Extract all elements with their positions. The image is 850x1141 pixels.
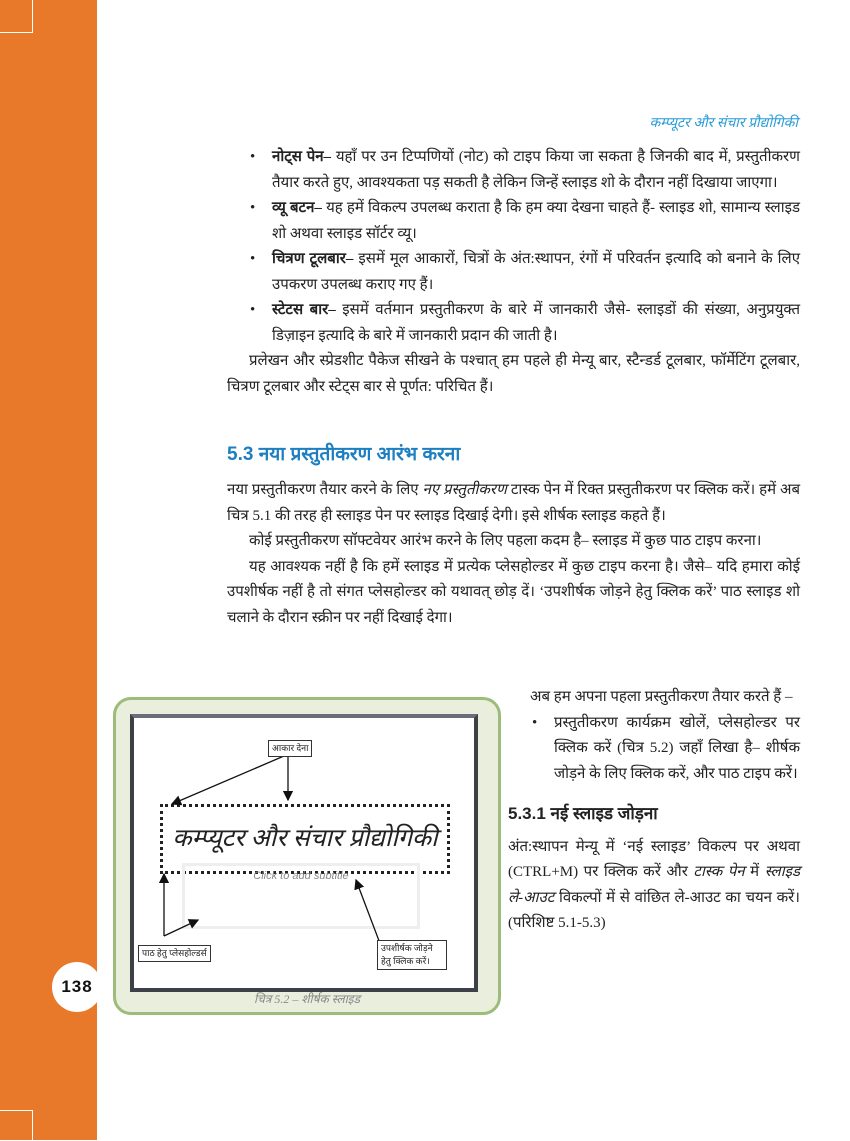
- bullet-text: यह हमें विकल्प उपलब्ध कराता है कि हम क्या देखना चाहते हैं- स्लाइड शो, सामान्य स्लाइड शो अथवा स्लाइड सॉर्टर व्यू।: [272, 200, 800, 242]
- slide-preview: [130, 714, 478, 992]
- arrow: [164, 920, 198, 936]
- text: अंत:स्थापन मेन्यू में ‘नई स्लाइड’ विकल्प पर अथवा (CTRL+M) पर क्लिक करें और: [508, 838, 800, 880]
- crop-mark: [0, 0, 33, 33]
- list-item: [250, 247, 800, 298]
- paragraph: कोई प्रस्तुतीकरण सॉफ्टवेयर आरंभ करने के लिए पहला कदम है– स्लाइड में कुछ पाठ टाइप करना।: [249, 533, 762, 549]
- emphasis: टास्क पेन: [693, 864, 745, 880]
- section-heading: 5.3 नया प्रस्तुतीकरण आरंभ करना: [227, 444, 461, 465]
- running-header: कम्प्यूटर और संचार प्रौद्योगिकी: [649, 116, 798, 131]
- paragraph: [508, 835, 800, 937]
- crop-mark: [0, 1110, 33, 1141]
- text: नया प्रस्तुतीकरण तैयार करने के लिए: [227, 482, 423, 498]
- side-column: [508, 685, 800, 937]
- emphasis: नए प्रस्तुतीकरण: [422, 482, 507, 498]
- arrow: [172, 756, 284, 804]
- list-item: [250, 196, 800, 247]
- bullet-text: यहाँ पर उन टिप्पणियों (नोट) को टाइप किया जा सकता है जिनकी बाद में, प्रस्तुतीकरण तैयार करते हुए, आवश्यकता पड़ सकती है लेकिन जिन्हें स्लाइड शो के दौरान नहीं दिखाया जाएगा।: [272, 149, 800, 191]
- list-item: • प्रस्तुतीकरण कार्यक्रम खोलें, प्लेसहोल्डर पर क्लिक करें (चित्र 5.2) जहाँ लिखा है– शीर्षक जोड़ने के लिए क्लिक करें, और पाठ टाइप करें।: [532, 711, 800, 788]
- feature-bullets: [250, 145, 800, 349]
- bullet-term: नोट्स पेन–: [272, 149, 332, 165]
- text: विकल्पों में से वांछित ले-आउट का चयन करें। (परिशिष्ट 5.1-5.3): [508, 889, 800, 931]
- callout-resize: आकार देना: [268, 740, 312, 757]
- bullet-text: इसमें वर्तमान प्रस्तुतीकरण के बारे में जानकारी जैसे- स्लाइडों की संख्या, अनुप्रयुक्त डिज़ाइन इत्यादि के बारे में जानकारी प्रदान की जाती है।: [272, 302, 800, 344]
- text: टास्क पेन में रिक्त प्रस्तुतीकरण पर क्लिक करें। हमें अब चित्र 5.1 की तरह ही स्लाइड पेन पर स्लाइड दिखाई देगी। इसे शीर्षक स्लाइड कहते हैं।: [227, 482, 801, 524]
- callout-add-subtitle: उपशीर्षक जोड़ने हेतु क्लिक करें।: [377, 940, 447, 970]
- bullet-term: व्यू बटन–: [272, 200, 322, 216]
- list-item: [250, 145, 800, 196]
- paragraph: यह आवश्यक नहीं है कि हमें स्लाइड में प्रत्येक प्लेसहोल्डर में कुछ टाइप करना है। जैसे– यदि हमारा कोई उपशीर्षक नहीं है तो संगत प्लेसहोल्डर को यथावत् छोड़ दें। ‘उपशीर्षक जोड़ने हेतु क्लिक करें’ पाठ स्लाइड शो चलाने के दौरान स्क्रीन पर नहीं दिखाई देगा।: [227, 558, 800, 626]
- text: में: [744, 864, 765, 880]
- section-body: [227, 478, 800, 631]
- paragraph: अब हम अपना पहला प्रस्तुतीकरण तैयार करते हैं –: [530, 689, 793, 705]
- bullet-term: चित्रण टूलबार–: [272, 251, 354, 267]
- bullet-text: इसमें मूल आकारों, चित्रों के अंत:स्थापन, रंगों में परिवर्तन इत्यादि को बनाने के लिए उपकरण उपलब्ध कराए गए हैं।: [272, 251, 800, 293]
- bullet-term: स्टेटस बार–: [272, 302, 336, 318]
- emphasis: स्लाइड ले-आउट: [508, 864, 800, 906]
- list-item: [250, 298, 800, 349]
- callout-text-placeholders: पाठ हेतु प्लेसहोल्डर्स: [138, 945, 211, 962]
- subsection-heading: 5.3.1 नई स्लाइड जोड़ना: [508, 804, 658, 823]
- page-number: 138: [52, 962, 102, 1012]
- figure-title-slide: [113, 697, 501, 1015]
- title-placeholder: कम्प्यूटर और संचार प्रौद्योगिकी: [160, 804, 450, 874]
- paragraph: [227, 478, 800, 529]
- figure-caption: चित्र 5.2 – शीर्षक स्लाइड: [254, 992, 360, 1006]
- subtitle-placeholder: Click to add subtitle: [182, 863, 420, 929]
- intro-paragraph: प्रलेखन और स्प्रेडशीट पैकेज सीखने के पश्चात् हम पहले ही मेन्यू बार, स्टैन्डर्ड टूलबार, फॉर्मेटिंग टूलबार, चित्रण टूलबार और स्टेट्स बार से पूर्णत: परिचित हैं।: [227, 353, 800, 395]
